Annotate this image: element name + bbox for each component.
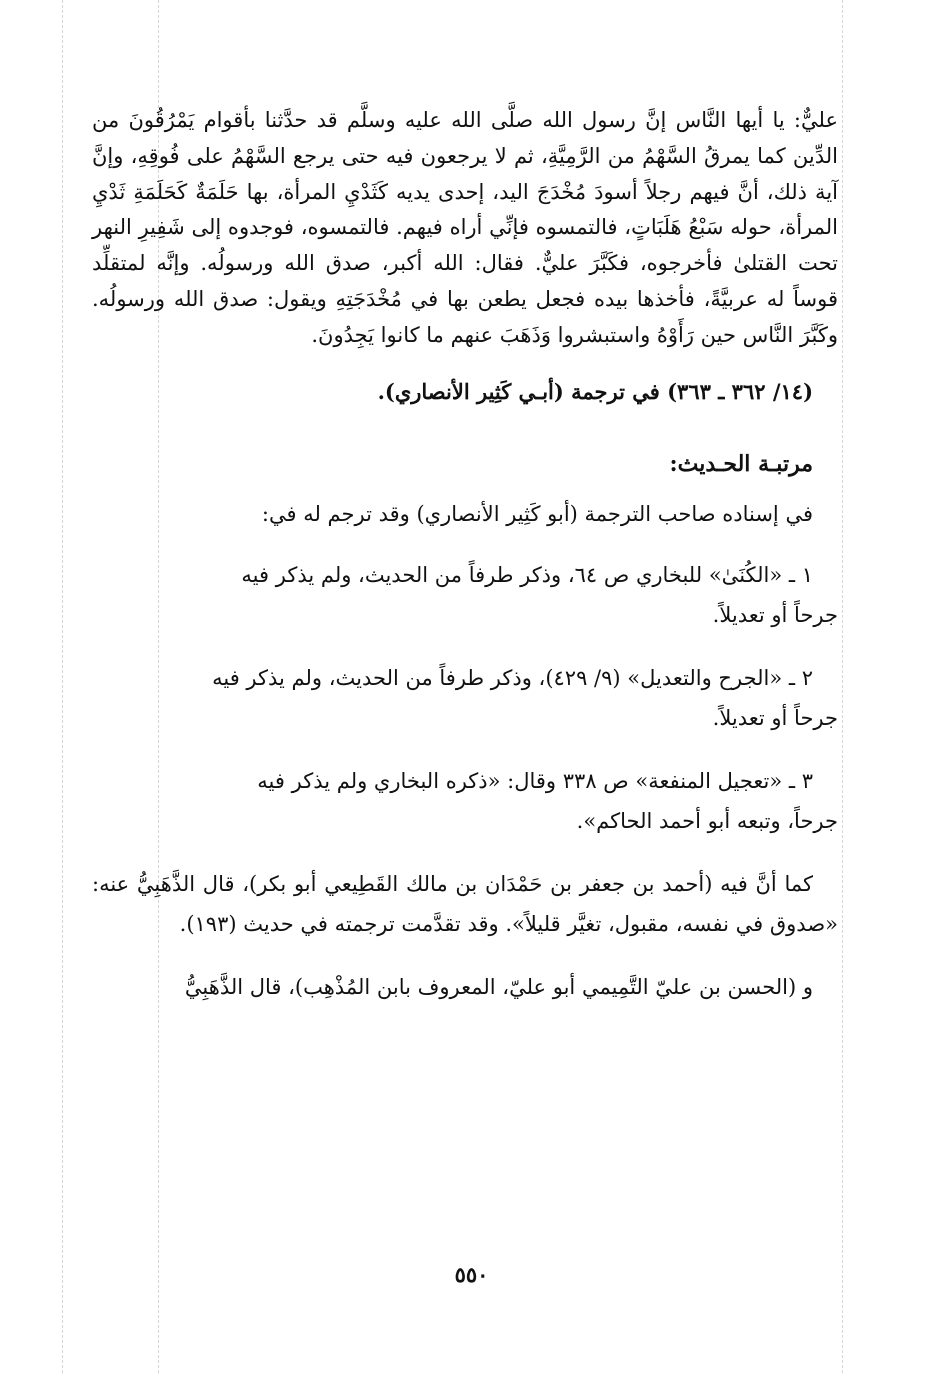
narrator-paragraph-continued [92, 967, 838, 1008]
list-item-line-1: ١ ـ «الكُنَىٰ» للبخاري ص ٦٤، وذكر طرفاً من الحديث، ولم يذكر فيه [241, 562, 813, 587]
list-item-line-2: جرحاً أو تعديلاً. [712, 603, 838, 628]
list-item-line-1: ٣ ـ «تعجيل المنفعة» ص ٣٣٨ وقال: «ذكره البخاري ولم يذكر فيه [257, 768, 813, 793]
list-item [92, 555, 838, 636]
narrator-paragraph [92, 864, 838, 945]
list-item [92, 761, 838, 842]
scan-guide-line [62, 0, 63, 1373]
list-item-line-1: ٢ ـ «الجرح والتعديل» (٩/ ٤٢٩)، وذكر طرفاً من الحديث، ولم يذكر فيه [212, 665, 813, 690]
list-item-line-2: جرحاً أو تعديلاً. [712, 706, 838, 731]
hadith-text-paragraph: عليٌّ: يا أيها النَّاس إنَّ رسول الله صلَّى الله عليه وسلَّم قد حدَّثنا بأقوام يَمْرُقُونَ من الدِّين كما يمرقُ السَّهْمُ من الرَّمِيَّةِ، ثم لا يرجعون فيه حتى يرجع السَّهْمُ على فُوقِهِ، وإنَّ آية ذلك، أنَّ فيهم رجلاً أسودَ مُخْدَجَ اليد، إحدى يديه كَثَدْيِ المرأة، بها حَلَمَةٌ كَحَلَمَةِ ثَدْيِ المرأة، حوله سَبْعُ هَلَبَاتٍ، فالتمسوه فإنِّي أراه فيهم. فالتمسوه، فوجدوه إلى شَفِيرِ النهر تحت القتلىٰ فأخرجوه، فكَبَّرَ عليٌّ. فقال: الله أكبر، صدق الله ورسولُه. وإنَّه لمتقلِّد قوساً له عربيَّةً، فأخذها بيده فجعل يطعن بها في مُخْدَجَتِهِ ويقول: صدق الله ورسولُه. وكَبَّرَ النَّاس حين رَأَوْهُ واستبشروا وَذَهَبَ عنهم ما كانوا يَجِدُونَ. [92, 108, 838, 347]
page-body [92, 103, 838, 1007]
narrator-paragraph-text: و (الحسن بن عليّ التَّمِيمي أبو عليّ، المعروف بابن المُذْهِب)، قال الذَّهَبِيُّ [184, 974, 813, 999]
narrator-paragraph-text: كما أنَّ فيه (أحمد بن جعفر بن حَمْدَان بن مالك القَطِيعي أبو بكر)، قال الذَّهَبِيُّ عنه: «صدوق في نفسه، مقبول، تغيَّر قليلاً». وقد تقدَّمت ترجمته في حديث (١٩٣). [92, 871, 838, 937]
scan-guide-line [842, 0, 843, 1373]
section-intro: في إسناده صاحب الترجمة (أبو كَثِير الأنصاري) وقد ترجم له في: [261, 502, 813, 527]
page-number: ٥٥٠ [454, 1262, 489, 1287]
list-item [92, 658, 838, 739]
source-reference: (١٤/ ٣٦٢ ـ ٣٦٣) في ترجمة (أبـي كَثِير الأنصاري). [377, 378, 813, 404]
list-item-line-2: جرحاً، وتبعه أبو أحمد الحاكم». [576, 809, 838, 834]
section-heading: مرتبـة الحـديث: [669, 451, 813, 478]
